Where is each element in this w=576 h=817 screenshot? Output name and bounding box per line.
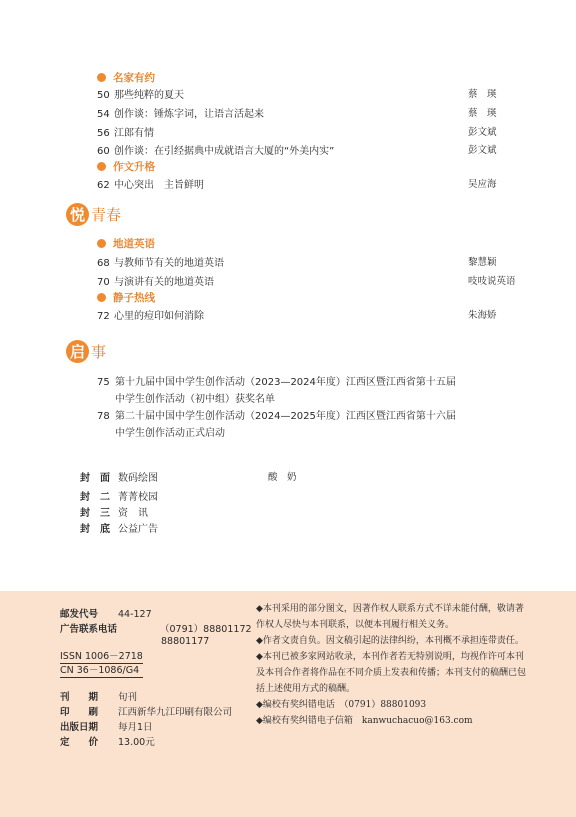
publish-date: 出版日期 每月1日: [60, 722, 153, 733]
ad-phone: 广告联系电话 （0791）88801172: [60, 624, 252, 635]
cover-credit: 封 面 数码绘图 酸 奶: [80, 472, 297, 484]
column-heading: 悦 青春: [66, 203, 121, 226]
price: 定 价 13.00元: [60, 737, 155, 748]
toc-entry[interactable]: 72 心里的痘印如何消除 朱海娇: [97, 310, 497, 322]
toc-entry[interactable]: 60 创作谈：在引经据典中成就语言大厦的“外美内实” 彭文斌: [97, 145, 497, 157]
notice-item: ◆编校有奖纠错电话 （0791）88801093: [256, 700, 427, 710]
bullet-dot-icon: [97, 162, 106, 171]
cover-credit: 封 底 公益广告: [80, 524, 158, 535]
postal-code: 邮发代号 44-127: [60, 609, 152, 620]
notice-entry[interactable]: 75 第十九届中国中学生创作活动（2023—2024年度）江西区暨江西省第十五届 中学生创作活动（初中组）获奖名单: [97, 377, 456, 405]
notice-item: ◆编校有奖纠错电子信箱 kanwuchacuo@163.com: [256, 716, 473, 726]
bullet-dot-icon: [97, 239, 106, 248]
ad-phone-2: 88801177: [161, 636, 210, 647]
section-heading: 地道英语: [97, 236, 155, 251]
column-heading: 启 事: [66, 340, 106, 363]
toc-entry[interactable]: 50 那些纯粹的夏天 蔡 瑛: [97, 89, 497, 101]
section-heading: 名家有约: [97, 70, 155, 85]
notice-list: [256, 601, 528, 729]
issn-block: ISSN 1006－2718 CN 36－1086/G4: [60, 651, 143, 676]
toc-entry[interactable]: 54 创作谈：锤炼字词，让语言活起来 蔡 瑛: [97, 108, 497, 120]
toc-entry[interactable]: 70 与演讲有关的地道英语 吱吱说英语: [97, 276, 516, 288]
toc-entry[interactable]: 62 中心突出 主旨鲜明 吴应海: [97, 179, 497, 191]
cover-credit: 封 二 菁菁校园: [80, 492, 158, 503]
toc-entry[interactable]: 68 与教师节有关的地道英语 黎慧颖: [97, 257, 497, 269]
column-badge-icon: 悦: [66, 203, 89, 226]
section-heading: 静子热线: [97, 290, 155, 305]
column-badge-icon: 启: [66, 340, 89, 363]
toc-entry[interactable]: 56 江郎有情 彭文斌: [97, 127, 497, 139]
section-heading: 作文升格: [97, 159, 155, 174]
bullet-dot-icon: [97, 293, 106, 302]
notice-item: ◆本刊采用的部分图文，因著作权人联系方式不详未能付酬，敬请著作权人尽快与本刊联系，以便本刊履行相关义务。: [256, 604, 524, 630]
notice-item: ◆本刊已被多家网站收录，本刊作者若无特别说明，均视作许可本刊及本刊合作者将作品在不同介质上发表和传播；本刊支付的稿酬已包括上述使用方式的稿酬。: [256, 652, 527, 694]
printer: 印 刷 江西新华九江印刷有限公司: [60, 707, 233, 718]
bullet-dot-icon: [97, 73, 106, 82]
frequency: 刊 期 旬刊: [60, 692, 138, 703]
notice-entry[interactable]: 78 第二十届中国中学生创作活动（2024—2025年度）江西区暨江西省第十六届 中学生创作活动正式启动: [97, 411, 456, 439]
cover-credit: 封 三 资 讯: [80, 508, 148, 519]
notice-item: ◆作者文责自负。因文稿引起的法律纠纷，本刊概不承担连带责任。: [256, 636, 524, 646]
